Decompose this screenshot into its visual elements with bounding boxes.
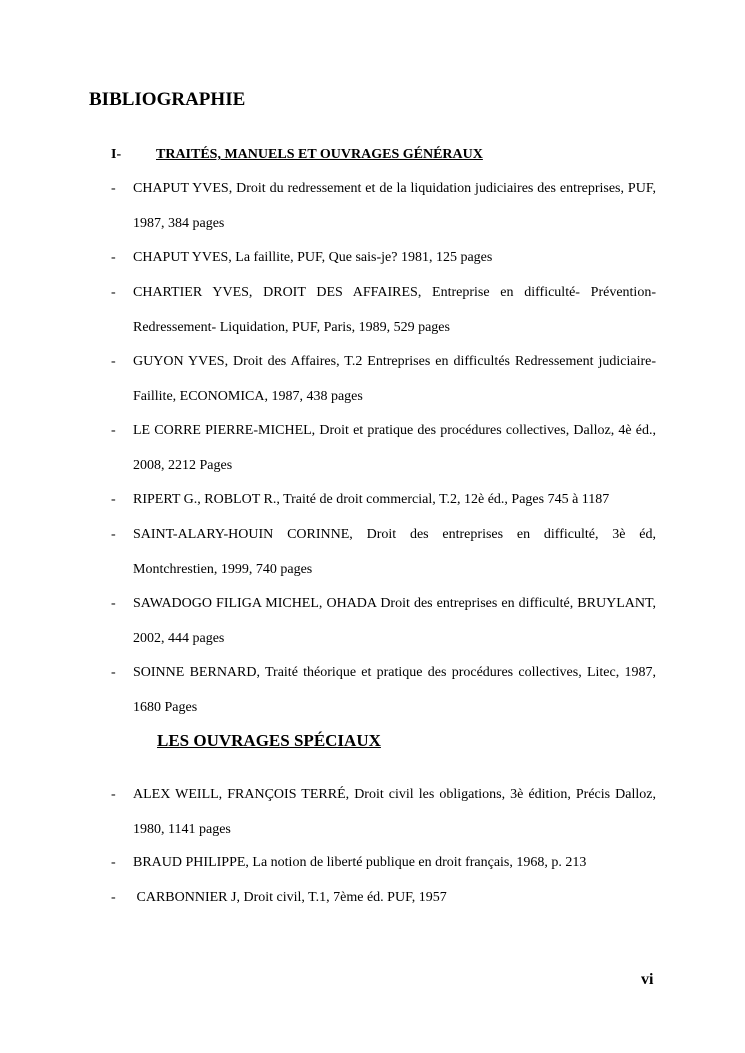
entry-text: GUYON YVES, Droit des Affaires, T.2 Entreprises en difficultés Redressement judiciaire-Faillite, ECONOMICA, 1987, 438 pages <box>133 354 656 404</box>
section-heading-2: LES OUVRAGES SPÉCIAUX <box>157 731 381 750</box>
entry-text: LE CORRE PIERRE-MICHEL, Droit et pratique des procédures collectives, Dalloz, 4è éd., 2008, 2212 Pages <box>133 423 656 473</box>
bullet-dash: - <box>111 285 116 300</box>
entry-text: SOINNE BERNARD, Traité théorique et pratique des procédures collectives, Litec, 1987, 1680 Pages <box>133 665 656 715</box>
bullet-dash: - <box>111 527 116 542</box>
bullet-dash: - <box>111 250 116 265</box>
entry-text: CHARTIER YVES, DROIT DES AFFAIRES, Entreprise en difficulté- Prévention- Redressement- Liquidation, PUF, Paris, 1989, 529 pages <box>133 285 656 335</box>
entry-text: CHAPUT YVES, Droit du redressement et de la liquidation judiciaires des entreprises, PUF, 1987, 384 pages <box>133 181 656 231</box>
section-number: I- <box>111 147 122 162</box>
bullet-dash: - <box>111 787 116 802</box>
entry-text: BRAUD PHILIPPE, La notion de liberté publique en droit français, 1968, p. 213 <box>133 855 587 870</box>
page-title: BIBLIOGRAPHIE <box>89 89 246 110</box>
bullet-dash: - <box>111 665 116 680</box>
entry-text: CARBONNIER J, Droit civil, T.1, 7ème éd. PUF, 1957 <box>133 890 447 905</box>
section-title: TRAITÉS, MANUELS ET OUVRAGES GÉNÉRAUX <box>156 147 483 162</box>
bullet-dash: - <box>111 890 116 905</box>
bullet-dash: - <box>111 423 116 438</box>
page-number: vi <box>641 971 654 988</box>
entry-text: SAINT-ALARY-HOUIN CORINNE, Droit des entreprises en difficulté, 3è éd, Montchrestien, 1999, 740 pages <box>133 527 656 577</box>
bullet-dash: - <box>111 596 116 611</box>
entry-text: CHAPUT YVES, La faillite, PUF, Que sais-je? 1981, 125 pages <box>133 250 493 265</box>
entry-text: SAWADOGO FILIGA MICHEL, OHADA Droit des entreprises en difficulté, BRUYLANT, 2002, 444 pages <box>133 596 656 646</box>
bullet-dash: - <box>111 492 116 507</box>
bullet-dash: - <box>111 354 116 369</box>
bullet-dash: - <box>111 181 116 196</box>
entry-text: ALEX WEILL, FRANÇOIS TERRÉ, Droit civil les obligations, 3è édition, Précis Dalloz, 1980, 1141 pages <box>133 787 656 837</box>
entry-text: RIPERT G., ROBLOT R., Traité de droit commercial, T.2, 12è éd., Pages 745 à 1187 <box>133 492 610 507</box>
bullet-dash: - <box>111 855 116 870</box>
